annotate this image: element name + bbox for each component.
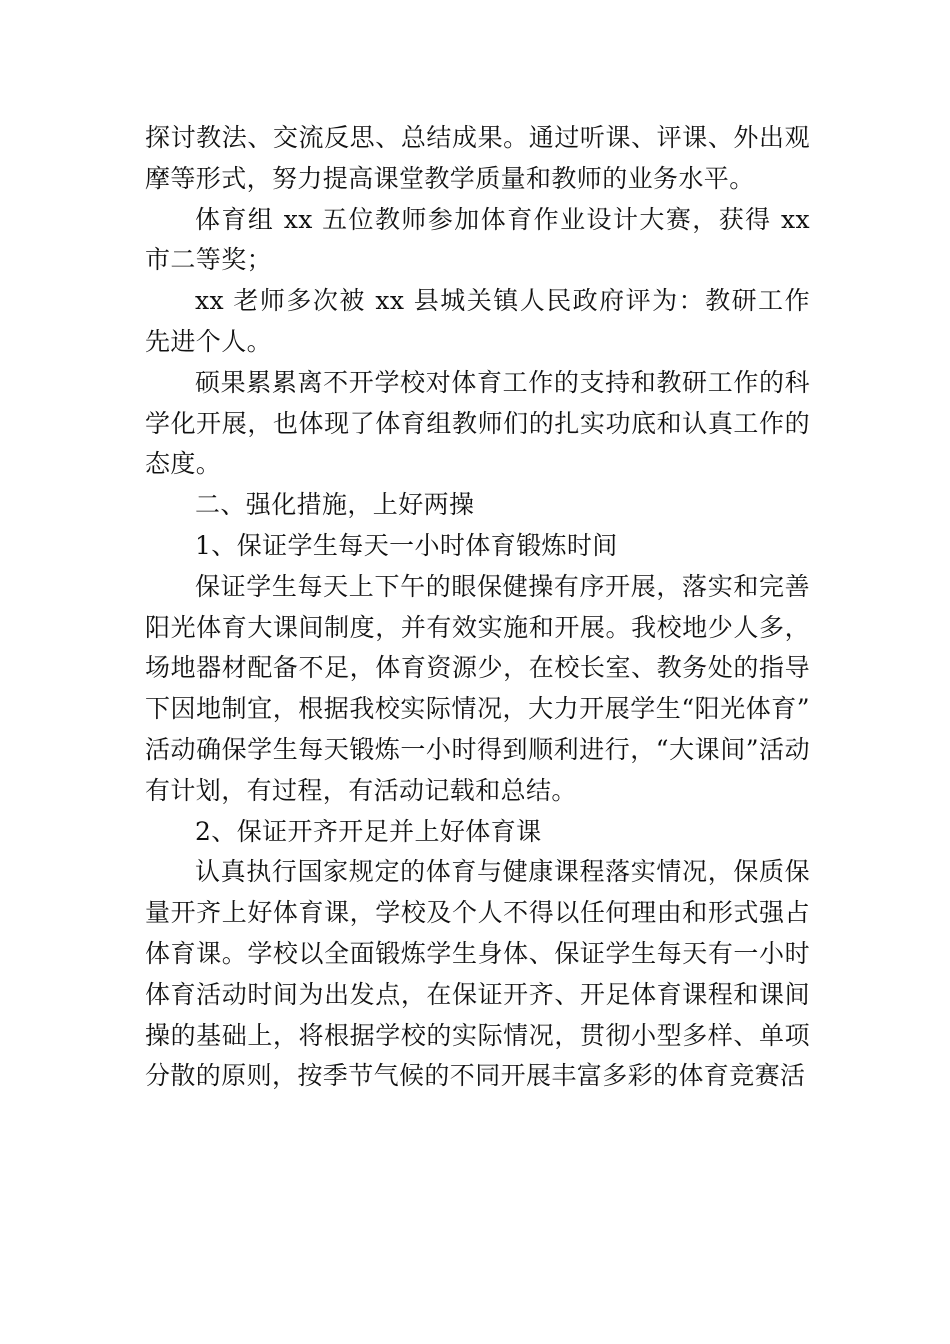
paragraph-2: 体育组 xx 五位教师参加体育作业设计大赛，获得 xx 市二等奖； [145, 204, 810, 275]
subheading-1: 1、保证学生每天一小时体育锻炼时间 [195, 530, 618, 560]
section-heading: 二、强化措施，上好两操 [195, 490, 475, 520]
paragraph-6: 认真执行国家规定的体育与健康课程落实情况，保质保量开齐上好体育课，学校及个人不得以任何理由和形式强占体育课。学校以全面锻炼学生身体、保证学生每天有一小时体育活动时间为出发点，在保证开齐、开足体育课程和课间操的基础上，将根据学校的实际情况，贯彻小型多样、单项分散的原则，按季节气候的不同开展丰富多彩的体育竞赛活 [145, 857, 810, 1091]
paragraph-5: 保证学生每天上下午的眼保健操有序开展，落实和完善阳光体育大课间制度，并有效实施和开展。我校地少人多， 场地器材配备不足，体育资源少，在校长室、教务处的指导下因地制宜，根据我校实际情况，大力开展学生“阳光体育” 活动确保学生每天锻炼一小时得到顺利进行，“大课间”活动有计划，有过程，有活动记载和总结。 [145, 571, 810, 805]
document-body [145, 118, 810, 1097]
paragraph-4: 硕果累累离不开学校对体育工作的支持和教研工作的科学化开展，也体现了体育组教师们的扎实功底和认真工作的态度。 [145, 367, 810, 479]
paragraph-3: xx 老师多次被 xx 县城关镇人民政府评为：教研工作先进个人。 [145, 286, 810, 356]
subheading-2: 2、保证开齐开足并上好体育课 [195, 816, 542, 846]
paragraph-1: 探讨教法、交流反思、总结成果。通过听课、评课、外出观摩等形式，努力提高课堂教学质量和教师的业务水平。 [145, 123, 810, 193]
